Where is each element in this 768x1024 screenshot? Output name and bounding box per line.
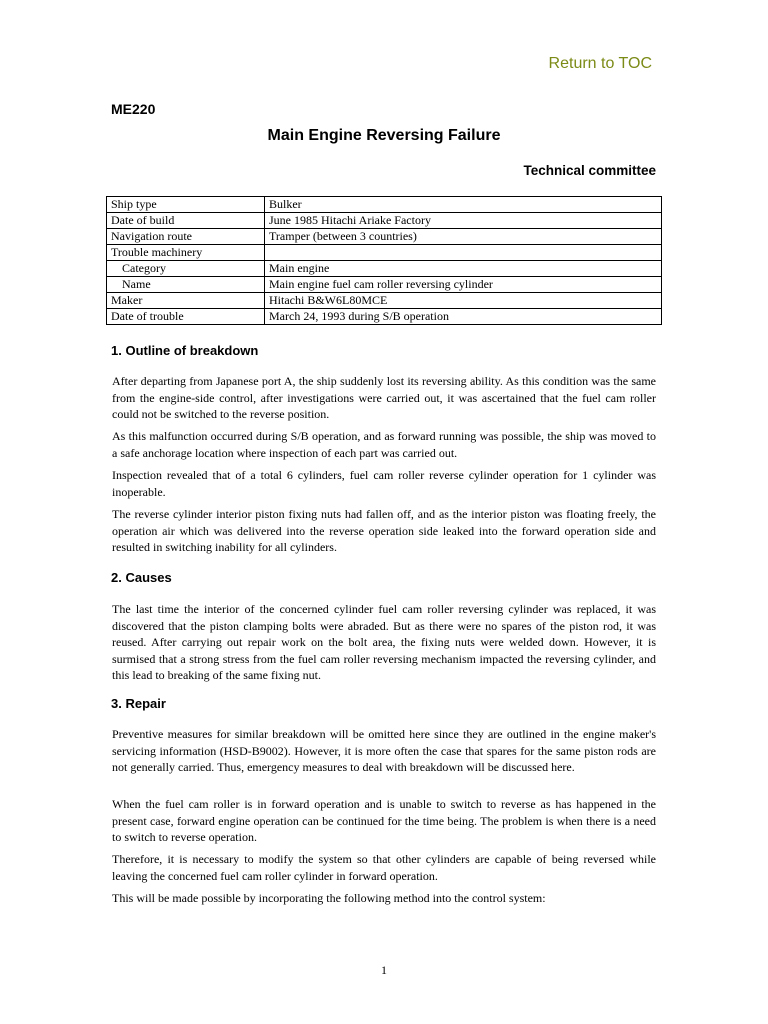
table-value: Main engine fuel cam roller reversing cylinder bbox=[265, 277, 662, 293]
paragraph: Inspection revealed that of a total 6 cylinders, fuel cam roller reverse cylinder operation for 1 cylinder was inoperable. bbox=[112, 468, 656, 499]
table-value: Bulker bbox=[265, 197, 662, 213]
paragraph: After departing from Japanese port A, the ship suddenly lost its reversing ability. As this condition was the same from the engine-side control, after investigations were carried out, it was ascertained that the fuel cam roller could not be switched to the reverse position. bbox=[112, 374, 656, 421]
paragraph: This will be made possible by incorporating the following method into the control system: bbox=[112, 891, 546, 905]
table-row bbox=[107, 213, 662, 229]
table-row bbox=[107, 229, 662, 245]
table-row bbox=[107, 197, 662, 213]
table-key: Ship type bbox=[107, 197, 265, 213]
committee-label: Technical committee bbox=[523, 163, 656, 178]
return-to-toc-link[interactable]: Return to TOC bbox=[548, 55, 652, 72]
section-heading-outline: 1. Outline of breakdown bbox=[111, 343, 259, 358]
paragraph: As this malfunction occurred during S/B operation, and as forward running was possible, the ship was moved to a safe anchorage location where inspection of each part was carried out. bbox=[112, 429, 656, 460]
table-row bbox=[107, 309, 662, 325]
paragraph: When the fuel cam roller is in forward operation and is unable to switch to reverse as has happened in the present case, forward engine operation can be continued for the time being. The problem is when there is a need to switch to reverse operation. bbox=[112, 797, 656, 844]
section-heading-causes: 2. Causes bbox=[111, 570, 172, 585]
section-heading-repair: 3. Repair bbox=[111, 696, 166, 711]
table-row bbox=[107, 245, 662, 261]
table-value: Hitachi B&W6L80MCE bbox=[265, 293, 662, 309]
table-key: Maker bbox=[107, 293, 265, 309]
table-row bbox=[107, 261, 662, 277]
table-value: June 1985 Hitachi Ariake Factory bbox=[265, 213, 662, 229]
document-code: ME220 bbox=[111, 101, 156, 117]
page-title: Main Engine Reversing Failure bbox=[267, 127, 501, 144]
table-key: Date of build bbox=[107, 213, 265, 229]
paragraph: Preventive measures for similar breakdown will be omitted here since they are outlined in the engine maker's servicing information (HSD-B9002). However, it is more often the case that spares for the same piston rods are not generally carried. Thus, emergency measures to deal with breakdown will be discussed here. bbox=[112, 727, 656, 774]
table-value: Main engine bbox=[265, 261, 662, 277]
table-key: Category bbox=[107, 261, 265, 277]
table-key: Name bbox=[107, 277, 265, 293]
table-value bbox=[265, 245, 662, 261]
table-key: Date of trouble bbox=[107, 309, 265, 325]
page-number: 1 bbox=[381, 963, 387, 977]
table-row bbox=[107, 277, 662, 293]
table-key: Navigation route bbox=[107, 229, 265, 245]
paragraph: The reverse cylinder interior piston fixing nuts had fallen off, and as the interior piston was floating freely, the operation air which was delivered into the reverse operation side leaked into the forward operation side and resulted in switching inability for all cylinders. bbox=[112, 507, 656, 554]
table-value: March 24, 1993 during S/B operation bbox=[265, 309, 662, 325]
table-key: Trouble machinery bbox=[107, 245, 265, 261]
paragraph: The last time the interior of the concerned cylinder fuel cam roller reversing cylinder was replaced, it was discovered that the piston clamping bolts were abraded. But as there were no spares of the piston rod, it was reused. After carrying out repair work on the bolt area, the fixing nuts were welded down. However, it is surmised that a strong stress from the fuel cam roller reversing mechanism impacted the reversing cylinder, and this lead to breaking of the same fixing nut. bbox=[112, 602, 656, 682]
table-value: Tramper (between 3 countries) bbox=[265, 229, 662, 245]
table-row bbox=[107, 293, 662, 309]
paragraph: Therefore, it is necessary to modify the system so that other cylinders are capable of being reversed while leaving the concerned fuel cam roller cylinder in forward operation. bbox=[112, 852, 656, 883]
ship-info-table bbox=[106, 196, 662, 325]
